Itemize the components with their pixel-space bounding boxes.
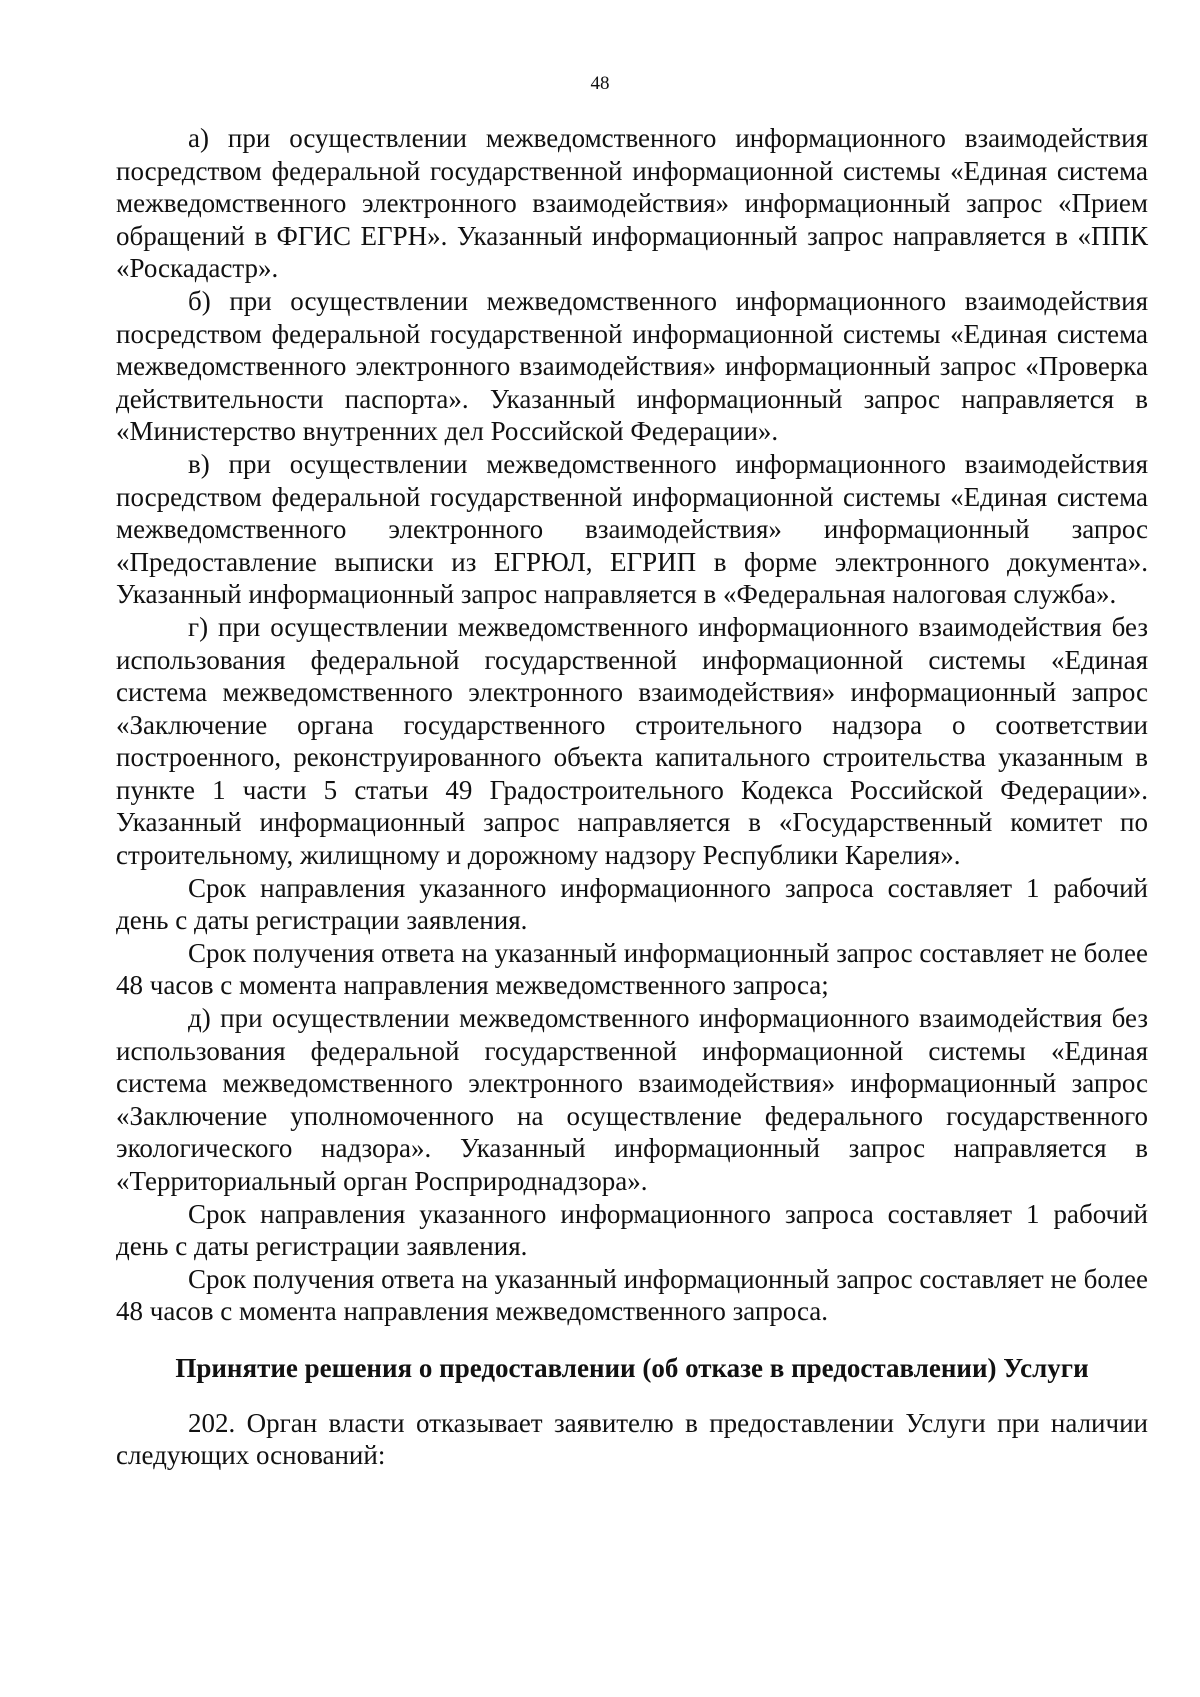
paragraph-d: д) при осуществлении межведомственного информационного взаимодействия без использования федеральной государственной информационной системы «Единая система межведомственного электронного взаимодействия» информационный запрос «Заключение уполномоченного на осуществление федерального государственного экологического надзора». Указанный информационный запрос направляется в «Территориальный орган Росприроднадзора». — [116, 1003, 1148, 1196]
section-heading: Принятие решения о предоставлении (об отказе в предоставлении) Услуги — [175, 1352, 1089, 1383]
paragraph-g-send-term: Срок направления указанного информационного запроса составляет 1 рабочий день с даты регистрации заявления. — [116, 872, 1148, 936]
paragraph-d-response-term: Срок получения ответа на указанный информационный запрос составляет не более 48 часов с момента направления межведомственного запроса. — [116, 1263, 1148, 1327]
paragraph-202: 202. Орган власти отказывает заявителю в предоставлении Услуги при наличии следующих оснований: — [116, 1407, 1148, 1471]
paragraph-v: в) при осуществлении межведомственного информационного взаимодействия посредством федеральной государственной информационной системы «Единая система межведомственного электронного взаимодействия» информационный запрос «Предоставление выписки из ЕГРЮЛ, ЕГРИП в форме электронного документа». Указанный информационный запрос направляется в «Федеральная налоговая служба». — [116, 448, 1148, 610]
paragraph-b: б) при осуществлении межведомственного информационного взаимодействия посредством федеральной государственной информационной системы «Единая система межведомственного электронного взаимодействия» информационный запрос «Проверка действительности паспорта». Указанный информационный запрос направляется в «Министерство внутренних дел Российской Федерации». — [116, 285, 1148, 447]
page-number: 48 — [590, 73, 610, 94]
paragraph-d-send-term: Срок направления указанного информационного запроса составляет 1 рабочий день с даты регистрации заявления. — [116, 1198, 1148, 1262]
paragraph-a: а) при осуществлении межведомственного информационного взаимодействия посредством федеральной государственной информационной системы «Единая система межведомственного электронного взаимодействия» информационный запрос «Прием обращений в ФГИС ЕГРН». Указанный информационный запрос направляется в «ППК «Роскадастр». — [116, 123, 1148, 284]
paragraph-g-response-term: Срок получения ответа на указанный информационный запрос составляет не более 48 часов с момента направления межведомственного запроса; — [116, 937, 1148, 1001]
paragraph-g: г) при осуществлении межведомственного информационного взаимодействия без использования федеральной государственной информационной системы «Единая система межведомственного электронного взаимодействия» информационный запрос «Заключение органа государственного строительного надзора о соответствии построенного, реконструированного объекта капитального строительства указанным в пункте 1 части 5 статьи 49 Градостроительного Кодекса Российской Федерации». Указанный информационный запрос направляется в «Государственный комитет по строительному, жилищному и дорожному надзору Республики Карелия». — [116, 611, 1148, 871]
document-body — [116, 122, 1148, 1472]
